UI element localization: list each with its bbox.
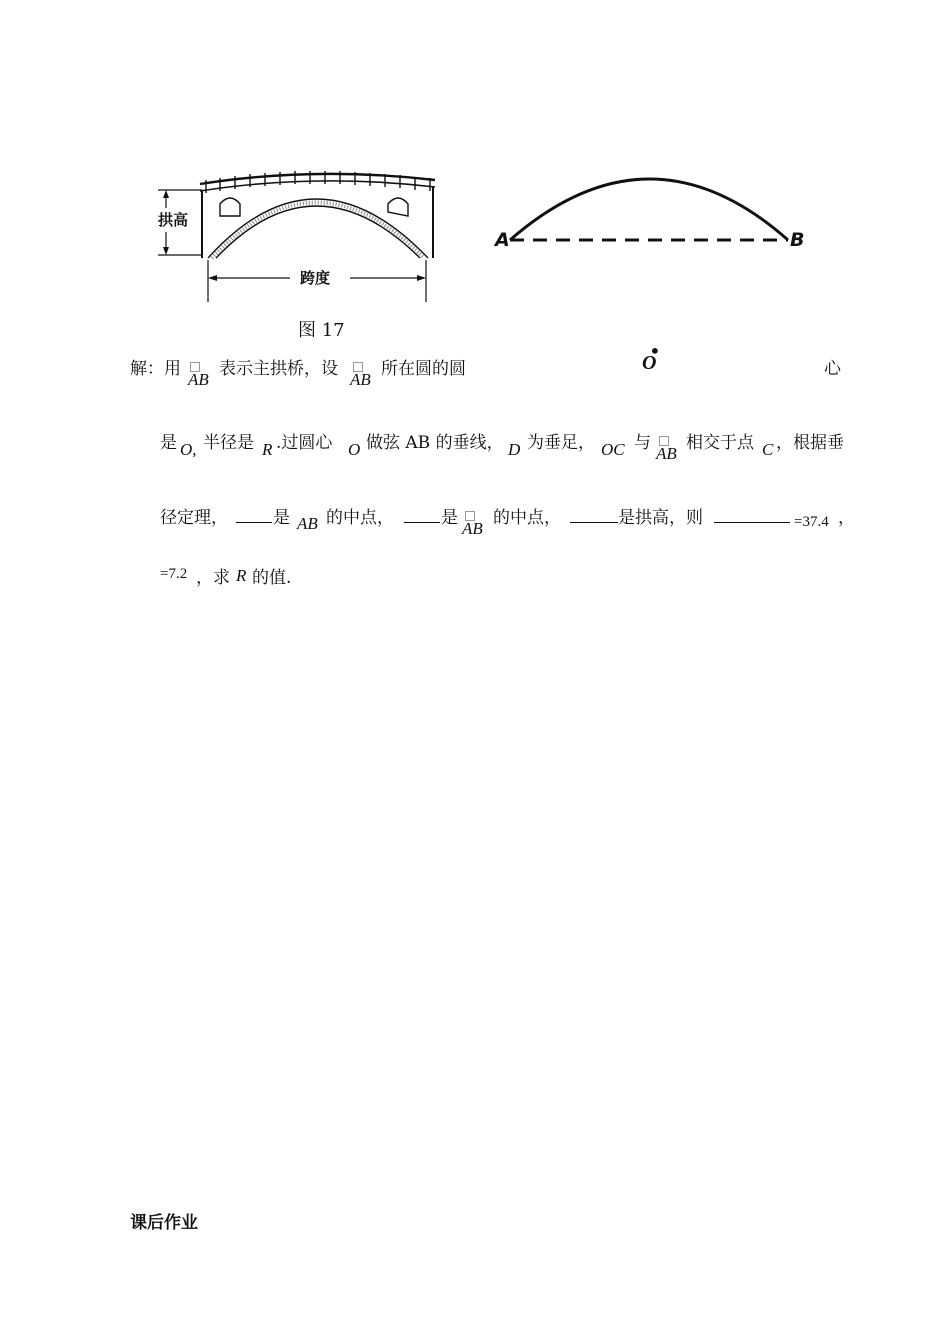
line1-t2: 所在圆的圆 (381, 359, 466, 379)
line1-t1: 表示主拱桥，设 (219, 359, 338, 379)
point-a-label: A (495, 229, 510, 251)
blank-2 (404, 521, 440, 523)
line3-t1: 径定理， (160, 508, 228, 528)
var-c: C (762, 440, 774, 459)
line2-t5: 为垂足， (527, 433, 595, 453)
line2-t2: 半径是 (203, 433, 254, 453)
line3-t5: 的中点， (493, 508, 561, 528)
line3-t2: 是 (273, 508, 290, 528)
value-37-4: =37.4 (794, 514, 829, 530)
blank-1 (236, 521, 272, 523)
point-b-label: B (790, 229, 805, 251)
var-d: D (508, 440, 521, 459)
var-r: R (262, 440, 273, 459)
var-oc: OC (601, 440, 625, 459)
homework-heading: 课后作业 (130, 1213, 198, 1233)
line3-t3: 的中点， (326, 508, 394, 528)
arc-ab (510, 179, 788, 240)
var-o2: O (348, 440, 361, 459)
line1-t3: 心 (824, 359, 841, 379)
line1-prefix: 解：用 (130, 359, 181, 379)
bridge-figure (150, 160, 450, 310)
center-o-symbol: • O (642, 339, 661, 374)
span-label: 跨度 (300, 269, 331, 287)
line1-arc1: AB (188, 370, 209, 389)
center-o-letter: O (642, 352, 657, 374)
line1-arc2: AB (350, 370, 371, 389)
line2-t4: 做弦 AB 的垂线， (366, 433, 504, 453)
arch-height-label: 拱高 (158, 211, 189, 229)
line3-t6: 是拱高，则 (618, 508, 703, 528)
line2-t6: 与 (634, 433, 651, 453)
var-ab: AB (297, 514, 318, 533)
line2-t7: 相交于点 (686, 433, 754, 453)
line2-arc: AB (656, 444, 677, 463)
value-7-2: =7.2 (160, 566, 188, 582)
line3-t4: 是 (441, 508, 458, 528)
line3-arc: AB (462, 519, 483, 538)
arc-ab-figure (490, 160, 850, 260)
line4-t2: 的值. (252, 568, 292, 588)
line2-t1: 是 (160, 433, 177, 453)
blank-3 (570, 521, 618, 523)
line3-comma: ， (838, 508, 855, 528)
blank-4 (714, 521, 790, 523)
line2-t3: .过圆心 (276, 433, 333, 453)
line4-t1: ，求 (196, 568, 230, 588)
var-r-2: R (236, 566, 247, 585)
var-o: O, (180, 440, 197, 459)
figure-caption: 图 17 (298, 320, 345, 341)
line2-t8: ，根据垂 (776, 433, 844, 453)
